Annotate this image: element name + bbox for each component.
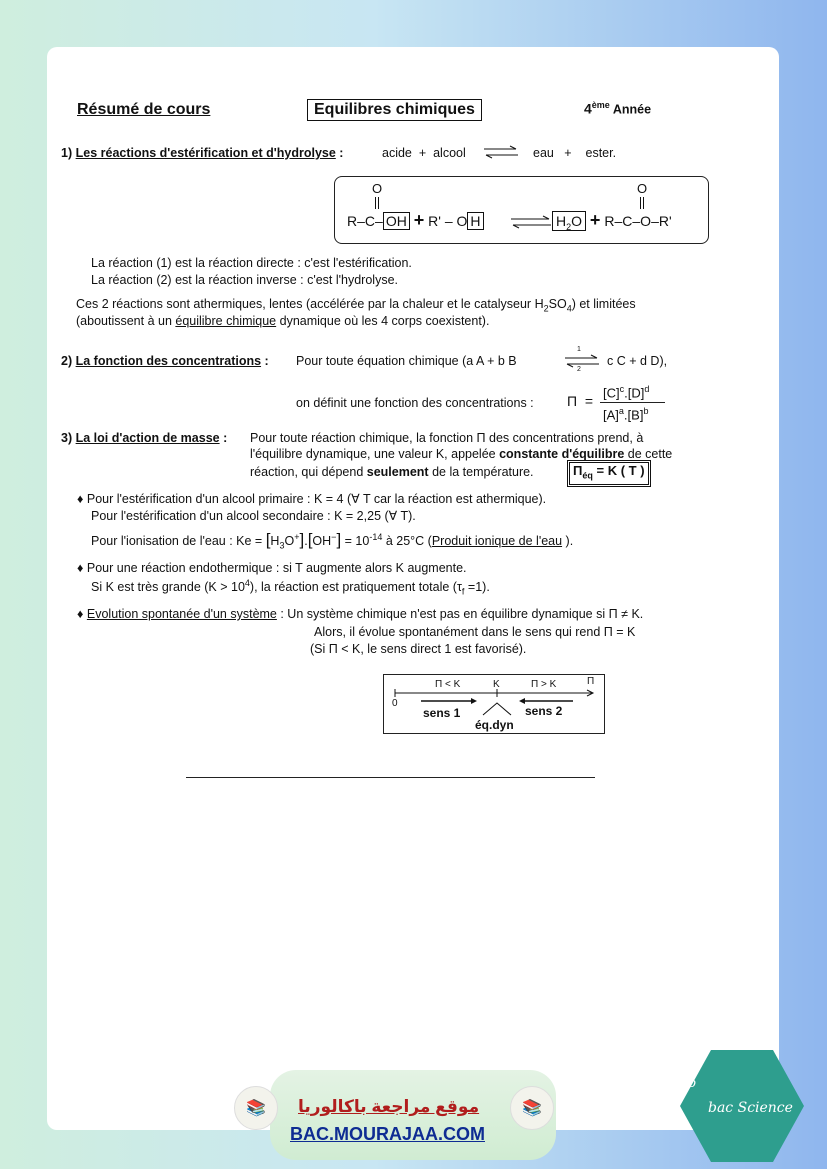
formula-water-boxed bbox=[552, 211, 586, 231]
formula-equilibrium-arrows-icon bbox=[510, 215, 552, 229]
ma2-c: de cette bbox=[624, 447, 673, 461]
formula-o2: O bbox=[456, 213, 468, 229]
b2-a: Si K est très grande (K > 10 bbox=[91, 580, 245, 595]
grade-sup: ème bbox=[591, 100, 610, 110]
ke-minus: − bbox=[331, 531, 337, 542]
footer-arabic-title[interactable]: موقع مراجعة باكالوريا bbox=[298, 1097, 480, 1116]
section-3-number: 3) bbox=[61, 431, 73, 445]
props2-text-a: (aboutissent à un bbox=[76, 314, 176, 328]
formula-r3: R' bbox=[658, 213, 672, 229]
diamond-icon: ♦ bbox=[77, 607, 84, 621]
ke-ionic-product: Produit ionique de l'eau bbox=[431, 534, 563, 548]
ma3-c: de la température. bbox=[428, 465, 534, 479]
section-3-title: La loi d'action de masse bbox=[75, 431, 220, 445]
eq-water: eau bbox=[533, 146, 554, 160]
general-equilibrium-arrows-icon bbox=[564, 354, 600, 368]
section-1-colon: : bbox=[335, 146, 344, 160]
ke-eq: = 10 bbox=[341, 534, 370, 548]
sens-2-label: sens 2 bbox=[525, 704, 563, 718]
num-d-exp: d bbox=[644, 384, 650, 394]
general-equation-left: Pour toute équation chimique (a A + b B bbox=[296, 354, 517, 368]
den-b-exp: b bbox=[643, 406, 649, 416]
general-equation-right: c C + d D), bbox=[607, 354, 668, 368]
formula-h-boxed: H bbox=[467, 212, 483, 230]
num-c: [C] bbox=[603, 385, 620, 401]
ke-label: Pour l'ionisation de l'eau : Ke = bbox=[91, 534, 266, 548]
grade-word: Année bbox=[609, 102, 652, 117]
section-3-heading bbox=[61, 431, 227, 445]
b2-sup: 4 bbox=[244, 578, 250, 588]
formula-plus-1: + bbox=[413, 210, 425, 230]
sens-1-arrowhead bbox=[471, 698, 477, 704]
ma3-bold: seulement bbox=[366, 465, 429, 479]
formula-o-top-right: O bbox=[637, 181, 648, 196]
zero-label: 0 bbox=[392, 698, 398, 709]
ke-sub-3: 3 bbox=[279, 540, 285, 551]
props2-text-b: dynamique où les 4 corps coexistent). bbox=[276, 314, 490, 328]
grade-level bbox=[584, 100, 651, 117]
pi-lt-k-label: Π < K bbox=[435, 679, 461, 690]
inverse-reaction-line: La réaction (2) est la réaction inverse : c'est l'hydrolyse. bbox=[91, 273, 398, 287]
formula-products: $H_2O + R-C-O-R'$ bbox=[552, 210, 672, 232]
formula-r2: R' bbox=[428, 213, 441, 229]
k-label: K bbox=[493, 679, 500, 690]
pi-numerator bbox=[603, 384, 649, 400]
bullet-1-line-3: Pour l'ionisation de l'eau : $Ke = [H_3O^+].[OH^-] = 10^{-14}$ à 25°C (Produit ionique de l'eau ). bbox=[91, 530, 574, 551]
eq-dyn-label: éq.dyn bbox=[475, 718, 514, 732]
grade-number: 4 bbox=[584, 100, 592, 117]
logo-text: bac Science bbox=[708, 1100, 793, 1116]
formula-sub-2: 2 bbox=[566, 221, 572, 232]
eq-plus-2: + bbox=[564, 146, 572, 160]
section-1-number: 1) bbox=[61, 146, 73, 160]
ma2-bold: constante d'équilibre bbox=[499, 447, 625, 461]
double-bond-left bbox=[375, 197, 376, 209]
ke-temp: à 25°C ( bbox=[382, 534, 432, 548]
reactions-properties-line-2 bbox=[76, 314, 489, 328]
mass-action-line-1: Pour toute réaction chimique, la fonction Π des concentrations prend, à bbox=[250, 431, 644, 445]
fraction-bar bbox=[600, 402, 665, 403]
eq-alcohol: alcool bbox=[433, 146, 466, 160]
eq-dyn-pointer bbox=[483, 703, 511, 715]
den-b: .[B] bbox=[623, 407, 644, 423]
ke-exp: -14 bbox=[369, 531, 383, 542]
den-a-exp: a bbox=[618, 406, 624, 416]
bullet-2-line-2 bbox=[91, 578, 490, 597]
props-text-c: ) et limitées bbox=[571, 297, 636, 311]
section-2-title: La fonction des concentrations bbox=[75, 354, 262, 368]
bullet-3-text-1: : Un système chimique n'est pas en équilibre dynamique si Π ≠ K. bbox=[276, 607, 644, 621]
bullet-3-line-1 bbox=[77, 607, 643, 621]
bullet-3-line-2: Alors, il évolue spontanément dans le sens qui rend Π = K bbox=[314, 625, 636, 639]
b2-sub: f bbox=[461, 586, 465, 597]
esterification-word-equation bbox=[382, 146, 466, 160]
pi-denominator bbox=[603, 406, 648, 422]
b2-b: ), la réaction est pratiquement totale (τ bbox=[249, 580, 462, 595]
bullet-3-line-3: (Si Π < K, le sens direct 1 est favorisé). bbox=[310, 642, 527, 656]
spontaneous-evolution-title: Evolution spontanée d'un système bbox=[86, 607, 277, 621]
end-separator bbox=[186, 777, 595, 778]
formula-oh-boxed: OH bbox=[383, 212, 410, 230]
ma2-a: l'équilibre dynamique, une valeur K, appelée bbox=[250, 447, 500, 461]
direct-reaction-line: La réaction (1) est la réaction directe : c'est l'estérification. bbox=[91, 256, 412, 270]
section-1-title: Les réactions d'estérification et d'hydrolyse bbox=[75, 146, 336, 160]
formula-o3: O bbox=[571, 213, 583, 229]
document-page bbox=[47, 47, 779, 1130]
props-sub-2: 4 bbox=[566, 303, 572, 314]
ke-o: O bbox=[284, 534, 295, 548]
diamond-icon: ♦ bbox=[77, 561, 84, 575]
section-1-heading bbox=[61, 146, 343, 160]
formula-o-top-left: O bbox=[372, 181, 383, 196]
num-d: .[D] bbox=[624, 385, 645, 401]
pi-symbol: Π bbox=[567, 393, 578, 409]
diamond-icon: ♦ bbox=[77, 492, 84, 506]
equilibrium-arrows-icon bbox=[483, 145, 519, 159]
formula-r1: R bbox=[347, 213, 358, 229]
box-pi: Π bbox=[573, 463, 583, 478]
eq-plus-1: + bbox=[418, 146, 427, 160]
bullet-1-line-2: Pour l'estérification d'un alcool secondaire : K = 2,25 (∀ T). bbox=[91, 509, 416, 523]
formula-h2: H bbox=[556, 213, 567, 229]
pi-definition-text: on définit une fonction des concentrations : bbox=[296, 396, 534, 410]
formula-c1: C bbox=[364, 213, 376, 229]
equilibrium-constant-box bbox=[569, 462, 649, 485]
bullet-1-line-1 bbox=[77, 491, 546, 506]
eq-ester: ester. bbox=[585, 146, 617, 160]
pi-gt-k-label: Π > K bbox=[531, 679, 557, 690]
pi-axis-label: Π bbox=[587, 676, 595, 687]
equals-sign: = bbox=[584, 393, 594, 409]
reactions-properties-line-1 bbox=[76, 297, 636, 314]
box-rest: = K ( T ) bbox=[592, 463, 645, 478]
mass-action-line-3 bbox=[250, 465, 534, 479]
eq-acid: acide bbox=[382, 146, 412, 160]
props2-underlined: équilibre chimique bbox=[175, 314, 277, 328]
logo-letter: b bbox=[688, 1076, 697, 1091]
chapter-title: Equilibres chimiques bbox=[307, 99, 482, 121]
double-bond-right bbox=[640, 197, 641, 209]
sens-1-label: sens 1 bbox=[423, 706, 461, 720]
props-text-a: Ces 2 réactions sont athermiques, lentes (accélérée par la chaleur et le catalyseur H bbox=[76, 297, 544, 311]
ma3-a: réaction, qui dépend bbox=[250, 465, 367, 479]
ke-h: H bbox=[270, 534, 280, 548]
section-3-colon: : bbox=[219, 431, 228, 445]
esterification-products bbox=[533, 146, 616, 160]
course-summary-title: Résumé de cours bbox=[77, 101, 211, 118]
section-2-heading bbox=[61, 354, 269, 368]
left-badge-icon: 📚 bbox=[234, 1086, 278, 1130]
props-text-b: SO bbox=[548, 297, 567, 311]
bullet-2-line-1 bbox=[77, 561, 467, 575]
formula-o4: O bbox=[640, 213, 652, 229]
section-2-colon: : bbox=[261, 354, 269, 368]
b2-c: =1). bbox=[464, 580, 490, 595]
ke-dot: . bbox=[304, 534, 308, 548]
right-badge-icon: 📚 bbox=[510, 1086, 554, 1130]
bullet-1-text-1: Pour l'estérification d'un alcool primaire : K = 4 (∀ T car la réaction est athermique). bbox=[86, 492, 547, 506]
double-bond-left-2 bbox=[378, 197, 379, 209]
box-sub: éq bbox=[582, 470, 593, 481]
pi-equals bbox=[567, 393, 593, 409]
mass-action-line-2 bbox=[250, 447, 672, 461]
arrow-label-1: 1 bbox=[577, 346, 581, 353]
ke-end: ). bbox=[562, 534, 574, 548]
ke-oh: OH bbox=[312, 534, 332, 548]
formula-c2: C bbox=[622, 213, 633, 229]
arrow-label-2: 2 bbox=[577, 366, 581, 373]
double-bond-right-2 bbox=[643, 197, 644, 209]
section-2-number: 2) bbox=[61, 354, 73, 368]
bullet-2-text-1: Pour une réaction endothermique : si T augmente alors K augmente. bbox=[86, 561, 467, 575]
formula-reactants: R–C– OH + R' – O H bbox=[347, 210, 484, 231]
den-a: [A] bbox=[603, 407, 619, 423]
footer-site-link[interactable]: BAC.MOURAJAA.COM bbox=[290, 1124, 485, 1144]
props-sub-1: 2 bbox=[543, 303, 549, 314]
ke-plus: + bbox=[294, 531, 300, 542]
num-c-exp: c bbox=[619, 384, 625, 394]
